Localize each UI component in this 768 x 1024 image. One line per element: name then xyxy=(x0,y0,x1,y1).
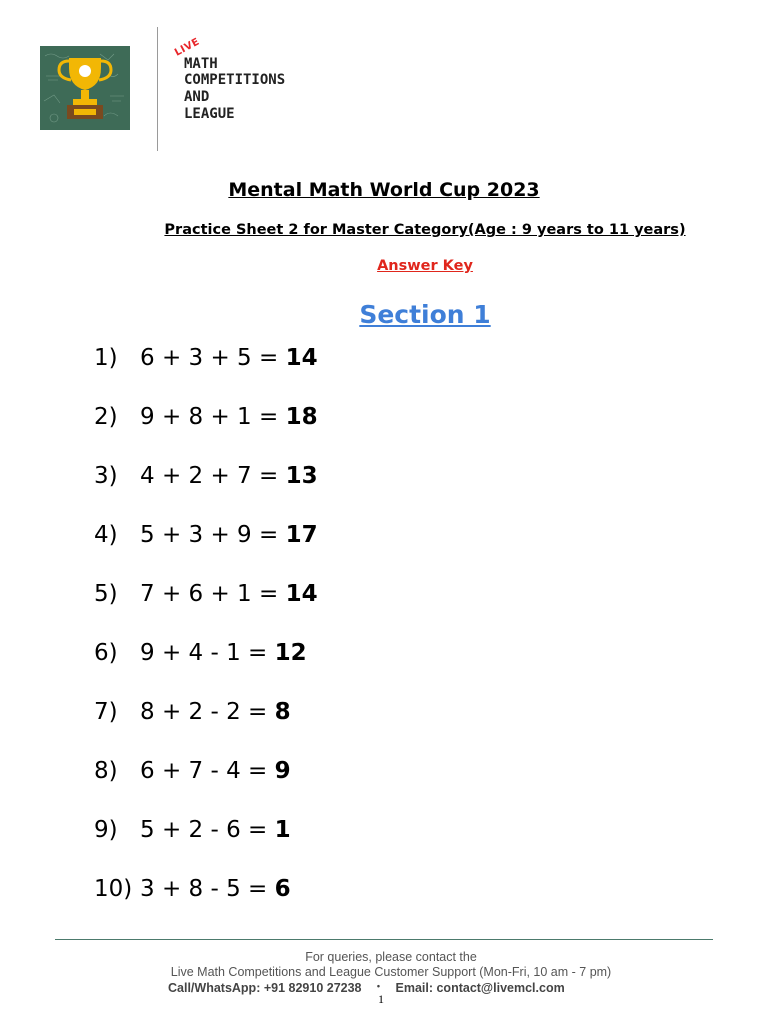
answer-key-label: Answer Key xyxy=(377,258,473,274)
problem-item xyxy=(94,517,318,553)
problem-expression: 9 + 8 + 1 = xyxy=(140,404,279,430)
logo-line: AND xyxy=(184,89,210,105)
problem-expression: 4 + 2 + 7 = xyxy=(140,463,279,489)
problem-number: 3) xyxy=(94,463,118,489)
problem-expression: 9 + 4 - 1 = xyxy=(140,640,268,666)
problem-number: 7) xyxy=(94,699,118,725)
footer-support-hours: Live Math Competitions and League Customer Support (Mon-Fri, 10 am - 7 pm) xyxy=(170,965,612,979)
footer-contact-intro: For queries, please contact the xyxy=(305,950,477,964)
problem-item xyxy=(94,458,318,494)
problem-answer: 6 xyxy=(274,876,291,902)
problem-item xyxy=(94,340,318,376)
logo-divider xyxy=(157,27,158,151)
logo-live-label: LIVE xyxy=(172,36,202,59)
problem-expression: 5 + 3 + 9 = xyxy=(140,522,279,548)
problem-item xyxy=(94,694,291,730)
problem-item xyxy=(94,576,318,612)
problem-item xyxy=(94,871,291,907)
problem-item xyxy=(94,635,307,671)
problem-number: 4) xyxy=(94,522,118,548)
footer-divider xyxy=(55,939,713,940)
problem-answer: 8 xyxy=(274,699,291,725)
problem-number: 6) xyxy=(94,640,118,666)
logo-line: COMPETITIONS xyxy=(184,72,286,88)
problem-answer: 9 xyxy=(274,758,291,784)
footer-phone: Call/WhatsApp: +91 82910 27238 xyxy=(168,981,362,995)
problem-number: 9) xyxy=(94,817,118,843)
problem-answer: 17 xyxy=(285,522,318,548)
problem-expression: 6 + 7 - 4 = xyxy=(140,758,268,784)
problem-item xyxy=(94,812,291,848)
bullet-separator: • xyxy=(376,981,381,991)
trophy-icon xyxy=(40,46,130,130)
problem-expression: 3 + 8 - 5 = xyxy=(140,876,268,902)
problem-answer: 1 xyxy=(274,817,291,843)
problem-answer: 12 xyxy=(274,640,307,666)
problem-number: 1) xyxy=(94,345,118,371)
problem-answer: 14 xyxy=(285,345,318,371)
page-number: 1 xyxy=(378,992,384,1006)
problem-number: 8) xyxy=(94,758,118,784)
problem-number: 5) xyxy=(94,581,118,607)
problem-item xyxy=(94,399,318,435)
footer-email: Email: contact@livemcl.com xyxy=(395,981,565,995)
problem-expression: 6 + 3 + 5 = xyxy=(140,345,279,371)
problem-answer: 13 xyxy=(285,463,318,489)
problem-answer: 18 xyxy=(285,404,318,430)
page-subtitle: Practice Sheet 2 for Master Category(Age : 9 years to 11 years) xyxy=(164,222,686,238)
page-title: Mental Math World Cup 2023 xyxy=(228,179,540,201)
problem-number: 10) xyxy=(94,876,133,902)
section-title: Section 1 xyxy=(359,300,491,329)
logo-line: MATH xyxy=(184,56,218,72)
logo-image xyxy=(40,46,130,130)
problem-number: 2) xyxy=(94,404,118,430)
problem-answer: 14 xyxy=(285,581,318,607)
problem-expression: 7 + 6 + 1 = xyxy=(140,581,279,607)
problem-item xyxy=(94,753,291,789)
problem-expression: 8 + 2 - 2 = xyxy=(140,699,268,725)
logo-line: LEAGUE xyxy=(184,106,235,122)
footer-contact-details xyxy=(168,981,608,995)
problem-expression: 5 + 2 - 6 = xyxy=(140,817,268,843)
